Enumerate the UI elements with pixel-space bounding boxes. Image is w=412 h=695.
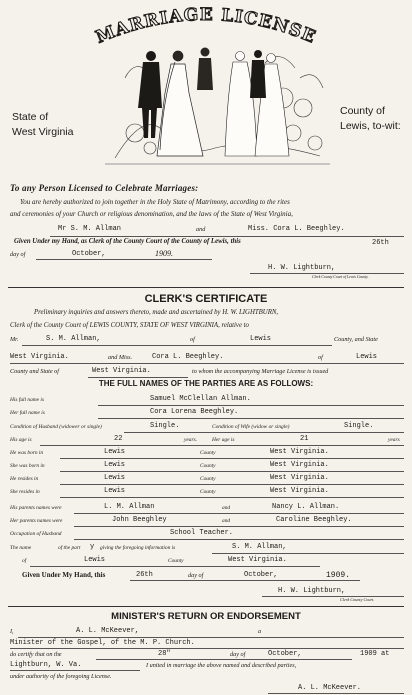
certify-label: do certify that on the [10,651,62,658]
his-father: L. M. Allman [104,503,155,511]
his-parents-label: His parents names were [10,505,62,511]
mr-label: Mr. [10,336,19,343]
certificate-intro-2: Clerk of the County Court of LEWIS COUNTY, STATE OF WEST VIRGINIA, relative to [10,322,249,329]
certificate-clerk-signature: H. W. Lightburn, [278,587,346,595]
minister-of-gospel: Minister of the Gospel, of the M. P. Church. [10,639,195,647]
husband-condition-label: Condition of Husband (widower or single) [10,424,102,430]
her-father: John Beeghley [112,516,167,524]
clerk-certificate-heading: CLERK'S CERTIFICATE [144,293,268,305]
and-label: and [196,226,206,233]
row-place: Lewis [104,448,126,456]
marriage-place: Lightburn, W. Va. [10,661,82,669]
row-place: Lewis [104,487,126,495]
bride-name: Miss. Cora L. Beeghley. [248,225,345,233]
license-day: 26th [372,239,389,247]
day-of-label: day of [10,251,26,258]
certificate-day-of: day of [188,572,204,579]
license-title: MARRIAGE LICENSE [93,4,320,48]
and-label-3: and [222,505,231,511]
informant-name: S. M. Allman, [232,543,287,551]
years-label-2: years [388,437,400,443]
a-label: a [258,628,262,635]
row-state: West Virginia. [270,474,329,482]
mr-county: Lewis [250,335,272,343]
license-month: October, [72,250,106,258]
of-label-2: of [318,354,323,361]
informant-state: West Virginia. [228,556,287,564]
party-suffix: y [90,543,95,551]
his-full-name: Samuel McClellan Allman. [150,395,251,403]
of-label-3: of [22,558,27,564]
minister-name: A. L. McKeever, [76,627,140,635]
clerk-caption: Clerk County Court of Lewis County. [312,275,369,279]
her-age: 21 [300,435,309,443]
marriage-year: 1909 at [360,650,390,658]
husband-condition: Single. [150,422,180,430]
row-place: Lewis [104,461,126,469]
mr-state: West Virginia. [10,353,69,361]
license-year: 1909. [155,249,173,258]
row-state: West Virginia. [270,448,329,456]
certificate-year: 1909. [326,571,351,580]
certificate-month: October, [244,571,278,579]
and-label-4: and [222,518,231,524]
his-age-label: His age is [10,437,32,443]
to-whom-label: to whom the accompanying Marriage License is issued [192,368,329,375]
row-label: She resides in [10,489,40,495]
mr-name: S. M. Allman, [46,335,101,343]
and-miss-label: and Miss. [108,354,133,361]
miss-county: Lewis [356,353,378,361]
i-label: I, [10,628,14,635]
row-state: West Virginia. [270,461,329,469]
certificate-clerk-caption: Clerk County Court. [340,597,375,602]
given-under-certificate: Given Under My Hand, this [22,571,106,579]
row-label: He resides in [10,476,39,482]
minister-return-heading: MINISTER'S RETURN OR ENDORSEMENT [111,611,301,622]
name-label: The name [10,545,32,551]
her-full-name: Cora Lorena Beeghley. [150,408,239,416]
license-body-line-2: and ceremonies of your Church or religious denomination, and the laws of the State of West Virginia, [10,210,293,218]
row-county-label: County [200,489,216,495]
row-label: She was born in [10,463,45,469]
row-label: He was born in [10,450,44,456]
of-the-party: of the part [58,545,81,551]
state-label: State of [12,111,49,123]
row-county-label: County [200,463,216,469]
wedding-party-illustration [105,38,330,170]
marriage-day-of: day of [230,651,246,658]
full-names-heading: THE FULL NAMES OF THE PARTIES ARE AS FOLLOWS: [98,379,314,388]
county-label: County of [340,105,385,117]
his-full-name-label: His full name is [10,397,44,403]
miss-state: West Virginia. [92,367,151,375]
her-age-label: Her age is [212,437,235,443]
her-mother: Caroline Beeghley. [276,516,352,524]
authority-label: under authority of the foregoing License. [10,673,112,680]
county-and-state-of: County and State of [10,368,59,375]
row-county-label: County [200,476,216,482]
occupation-label: Occupation of Husband [10,531,62,537]
giving-information-label: giving the foregoing information is [100,545,176,551]
her-full-name-label: Her full name is [10,410,45,416]
wife-condition-label: Condition of Wife (widow or single) [212,424,290,430]
row-county-label: County [200,450,216,456]
wife-condition: Single. [344,422,374,430]
given-under-license: Given Under my Hand, as Clerk of the County Court of the County of Lewis, this [14,238,241,245]
license-body-line-1: You are hereby authorized to join together in the Holy State of Matrimony, according to the rites [20,198,290,206]
miss-name: Cora L. Beeghley. [152,353,224,361]
marriage-month: October, [268,650,302,658]
her-parents-label: Her parents names were [10,518,63,524]
groom-name: Mr S. M. Allman [58,225,122,233]
occupation: School Teacher. [170,529,234,537]
united-in-marriage: I united in marriage the above named and described parties, [146,662,297,669]
of-label-1: of [190,336,195,343]
minister-signature: A. L. McKeever. [298,684,362,692]
row-state: West Virginia. [270,487,329,495]
county-and-state: County, and State [334,336,378,343]
certificate-day: 26th [136,571,153,579]
row-place: Lewis [104,474,126,482]
his-mother: Nancy L. Allman. [272,503,340,511]
county-name: Lewis, to-wit: [340,120,401,132]
to-any-person: To any Person Licensed to Celebrate Marriages: [10,183,199,193]
informant-county: Lewis [84,556,106,564]
clerk-signature: H. W. Lightburn, [268,264,336,272]
county-label-3: County [168,558,184,564]
years-label-1: years. [184,437,198,443]
marriage-day: 28" [158,650,171,658]
his-age: 22 [114,435,123,443]
certificate-intro-1: Preliminary inquiries and answers thereto, made and ascertained by H. W. LIGHTBURN, [34,309,279,316]
state-name: West Virginia [12,126,74,138]
